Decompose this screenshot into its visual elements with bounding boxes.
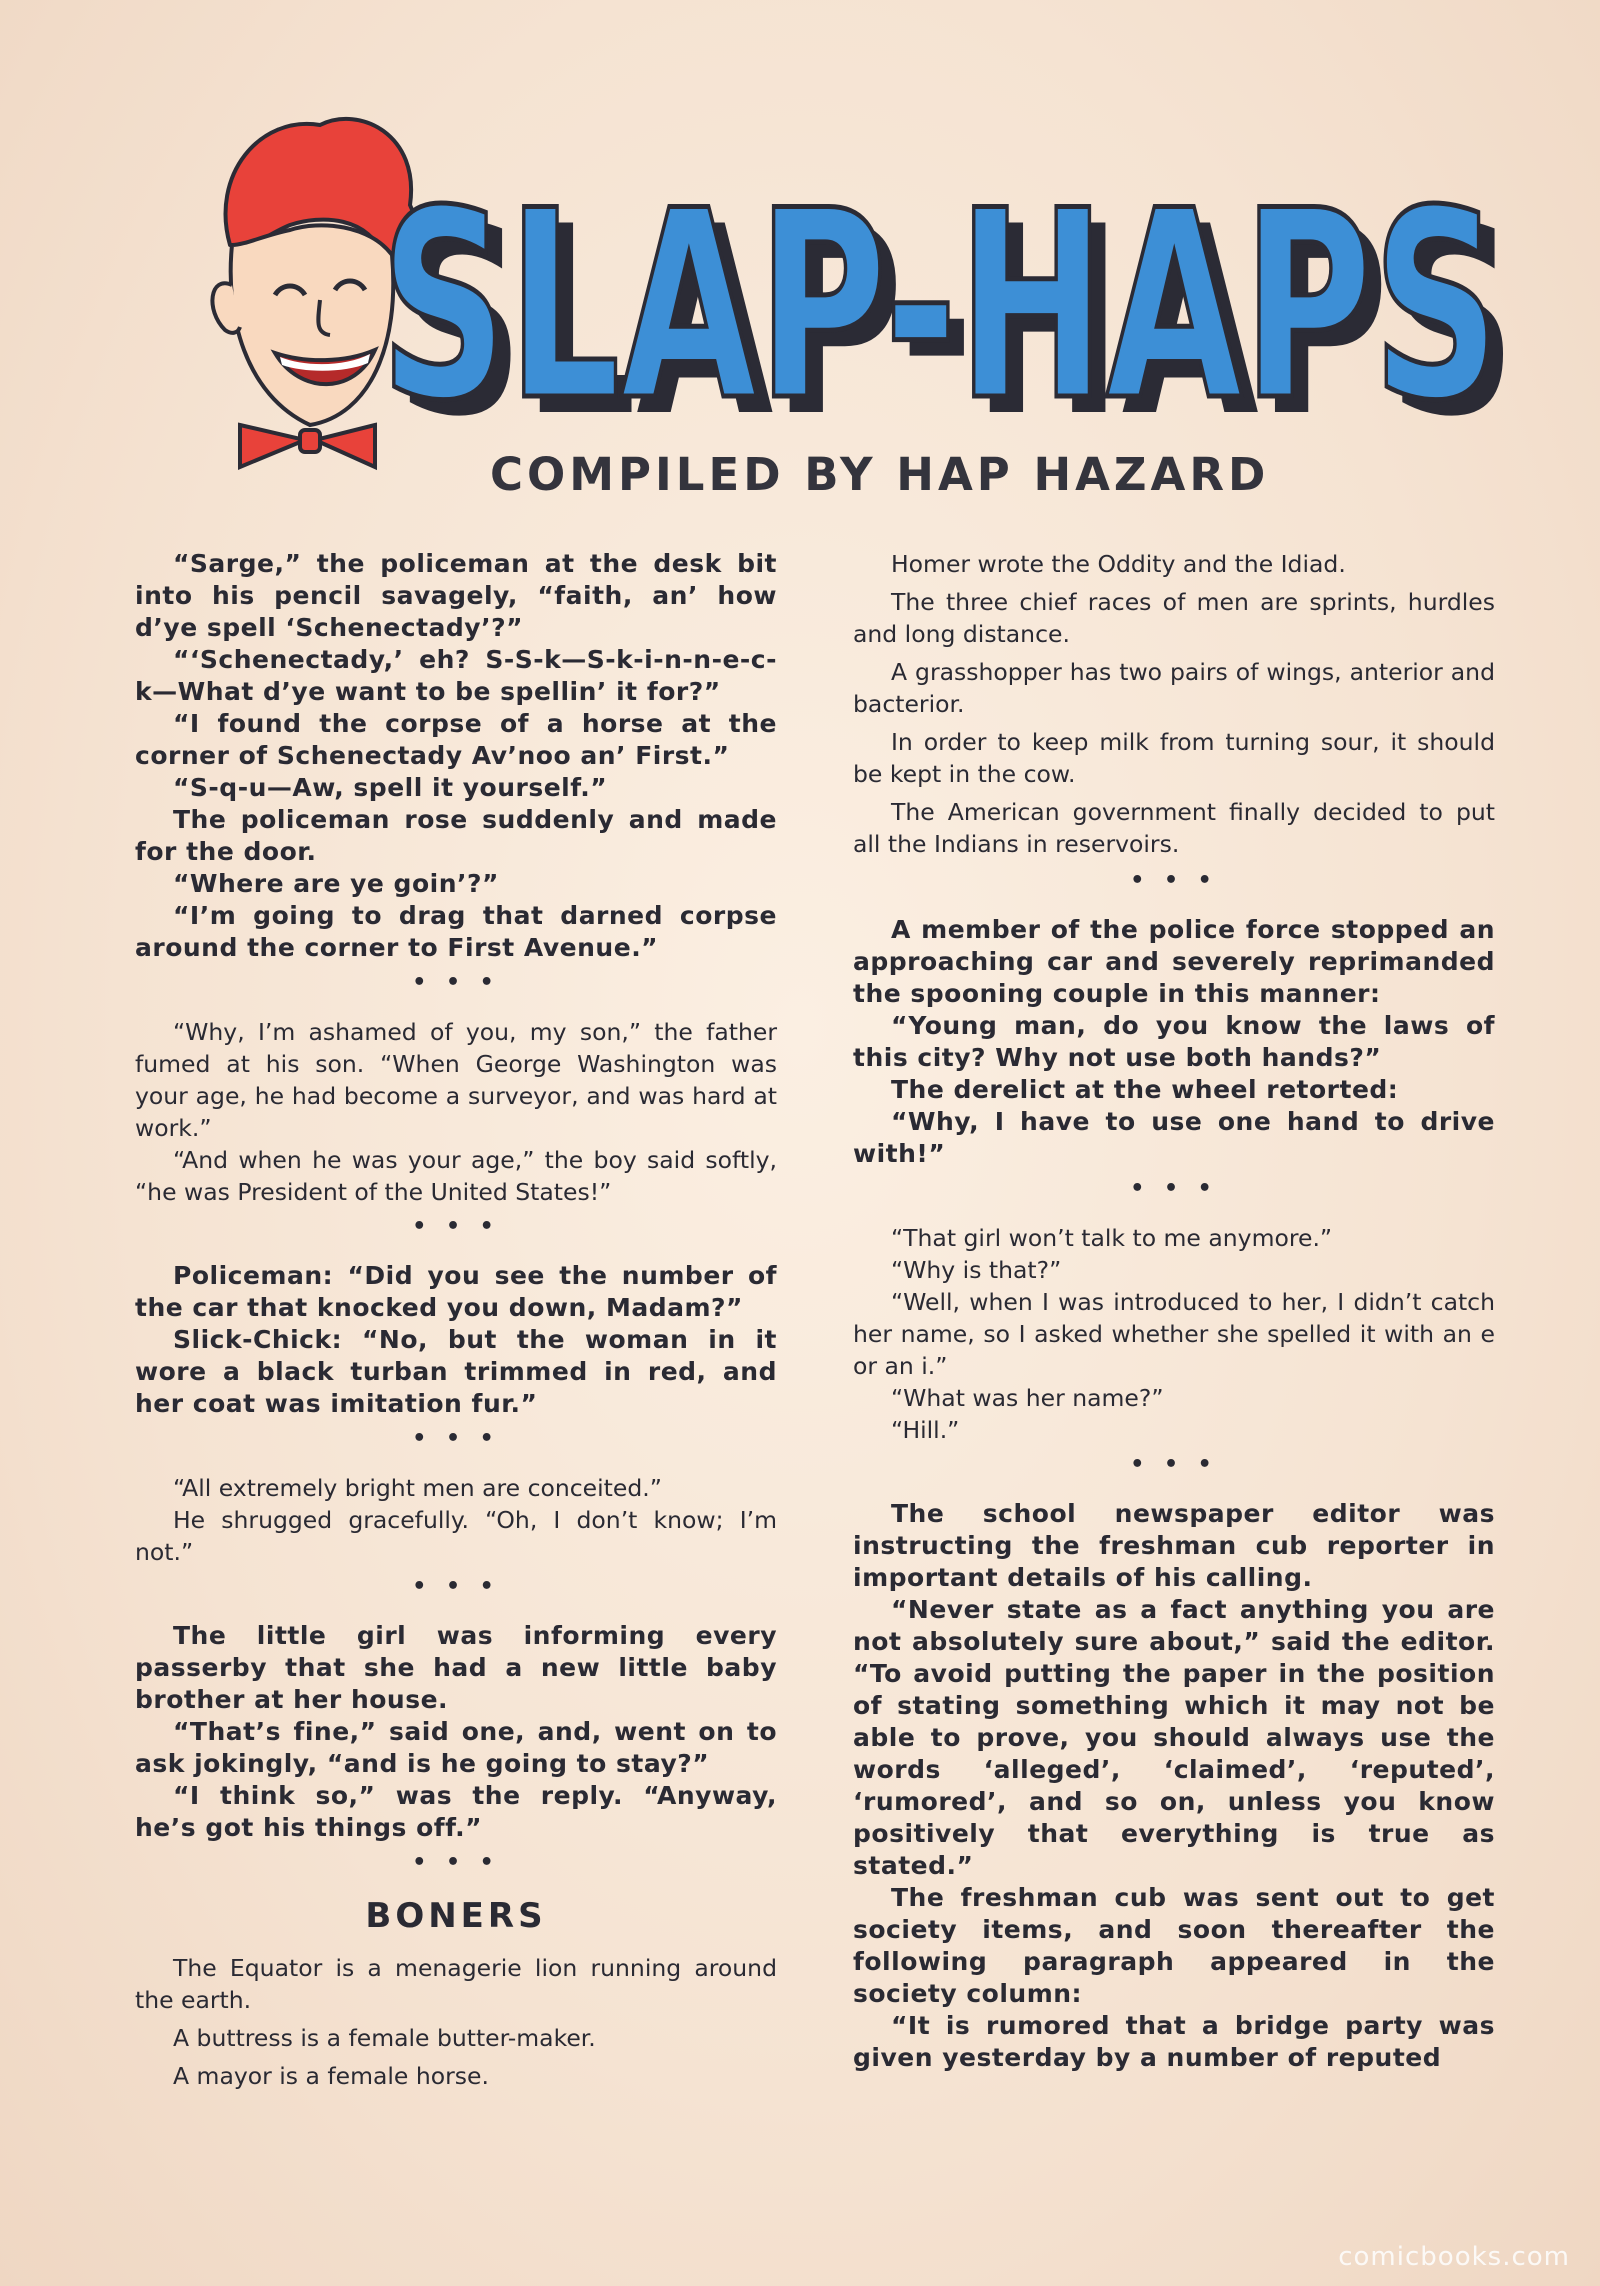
boners-heading: BONERS [365,1896,547,1936]
paragraph: The school newspaper editor was instructing the freshman cub reporter in important details of his calling. [853,1499,1495,1592]
paragraph: “Where are ye goin’?” [173,869,499,898]
list-item: The Equator is a menagerie lion running around the earth. [135,1954,777,2014]
paragraph: The derelict at the wheel retorted: [891,1075,1399,1104]
list-item: Homer wrote the Oddity and the Idiad. [891,550,1346,578]
paragraph: “Hill.” [891,1416,960,1444]
paragraph: “I’m going to drag that darned corpse around the corner to First Avenue.” [135,901,777,962]
paragraph: “I found the corpse of a horse at the corner of Schenectady Av’noo an’ First.” [135,709,777,770]
separator: • • • [1130,1452,1218,1477]
paragraph: “Why, I’m ashamed of you, my son,” the father fumed at his son. “When George Washington was your age, he had become a surveyor, and was hard at work.” [135,1018,777,1142]
paragraph: The policeman rose suddenly and made for the door. [135,805,777,866]
paragraph: Policeman: “Did you see the number of the car that knocked you down, Madam?” [135,1261,777,1322]
paragraph: The little girl was informing every passerby that she had a new little baby brother at her house. [135,1621,777,1714]
boners-list-continued [853,548,1495,860]
paragraph: “I think so,” was the reply. “Anyway, he’s got his things off.” [135,1781,777,1842]
left-column [135,548,777,2098]
joke-baby-brother [135,1620,777,1844]
separator: • • • [412,1426,500,1451]
paragraph: “That girl won’t talk to me anymore.” [891,1224,1333,1252]
paragraph: “It is rumored that a bridge party was given yesterday by a number of reputed [853,2011,1495,2072]
watermark: comicbooks.com [1338,2242,1570,2272]
list-item: In order to keep milk from turning sour, it should be kept in the cow. [853,728,1495,788]
separator: • • • [412,970,500,995]
paragraph: A member of the police force stopped an approaching car and severely reprimanded the spooning couple in this manner: [853,915,1495,1008]
list-item: A buttress is a female butter-maker. [173,2024,596,2052]
paragraph: “Well, when I was introduced to her, I didn’t catch her name, so I asked whether she spelled it with an e or an i.” [853,1288,1495,1380]
paragraph: “Young man, do you know the laws of this city? Why not use both hands?” [853,1011,1495,1072]
svg-text:SLAP-HAPS: SLAP-HAPS [396,172,1516,460]
list-item: A mayor is a female horse. [173,2062,489,2090]
paragraph: “Why is that?” [891,1256,1062,1284]
separator: • • • [1130,1176,1218,1201]
page-subtitle: COMPILED BY HAP HAZARD [490,448,1270,501]
separator: • • • [412,1574,500,1599]
svg-text:SLAP-HAPS: SLAP-HAPS [380,156,1500,458]
paragraph: “Why, I have to use one hand to drive with!” [853,1107,1495,1168]
paragraph: “And when he was your age,” the boy said softly, “he was President of the United States!” [135,1146,777,1206]
paragraph: The freshman cub was sent out to get society items, and soon thereafter the following paragraph appeared in the society column: [853,1883,1495,2008]
joke-spooning-couple [853,914,1495,1170]
list-item: The three chief races of men are sprints, hurdles and long distance. [853,588,1495,648]
joke-hill [853,1222,1495,1446]
paragraph: “What was her name?” [891,1384,1164,1412]
paragraph: “Never state as a fact anything you are not absolutely sure about,” said the editor. “To avoid putting the paper in the position of stating something which it may not be able to prove, you should always use the words ‘alleged’, ‘claimed’, ‘reputed’, ‘rumored’, and so on, unless you know positively that everything is true as stated.” [853,1595,1495,1880]
separator: • • • [412,1214,500,1239]
boners-list [135,1952,777,2092]
right-column [853,548,1495,2074]
page-title [380,150,1540,460]
separator: • • • [1130,868,1218,893]
list-item: The American government finally decided to put all the Indians in reservoirs. [853,798,1495,858]
paragraph: “‘Schenectady,’ eh? S-S-k—S-k-i-n-n-e-c-k—What d’ye want to be spellin’ it for?” [135,645,777,706]
joke-conceited [135,1472,777,1568]
joke-washington [135,1016,777,1208]
paragraph: “Sarge,” the policeman at the desk bit into his pencil savagely, “faith, an’ how d’ye spell ‘Schenectady’?” [135,549,777,642]
separator: • • • [412,1850,500,1875]
joke-slick-chick [135,1260,777,1420]
joke-schenectady [135,548,777,964]
paragraph: “S-q-u—Aw, spell it yourself.” [173,773,608,802]
paragraph: Slick-Chick: “No, but the woman in it wore a black turban trimmed in red, and her coat was imitation fur.” [135,1325,777,1418]
joke-newspaper-editor [853,1498,1495,2074]
paragraph: He shrugged gracefully. “Oh, I don’t know; I’m not.” [135,1506,777,1566]
paragraph: “That’s fine,” said one, and, went on to ask jokingly, “and is he going to stay?” [135,1717,777,1778]
paragraph: “All extremely bright men are conceited.” [173,1474,662,1502]
list-item: A grasshopper has two pairs of wings, anterior and bacterior. [853,658,1495,718]
